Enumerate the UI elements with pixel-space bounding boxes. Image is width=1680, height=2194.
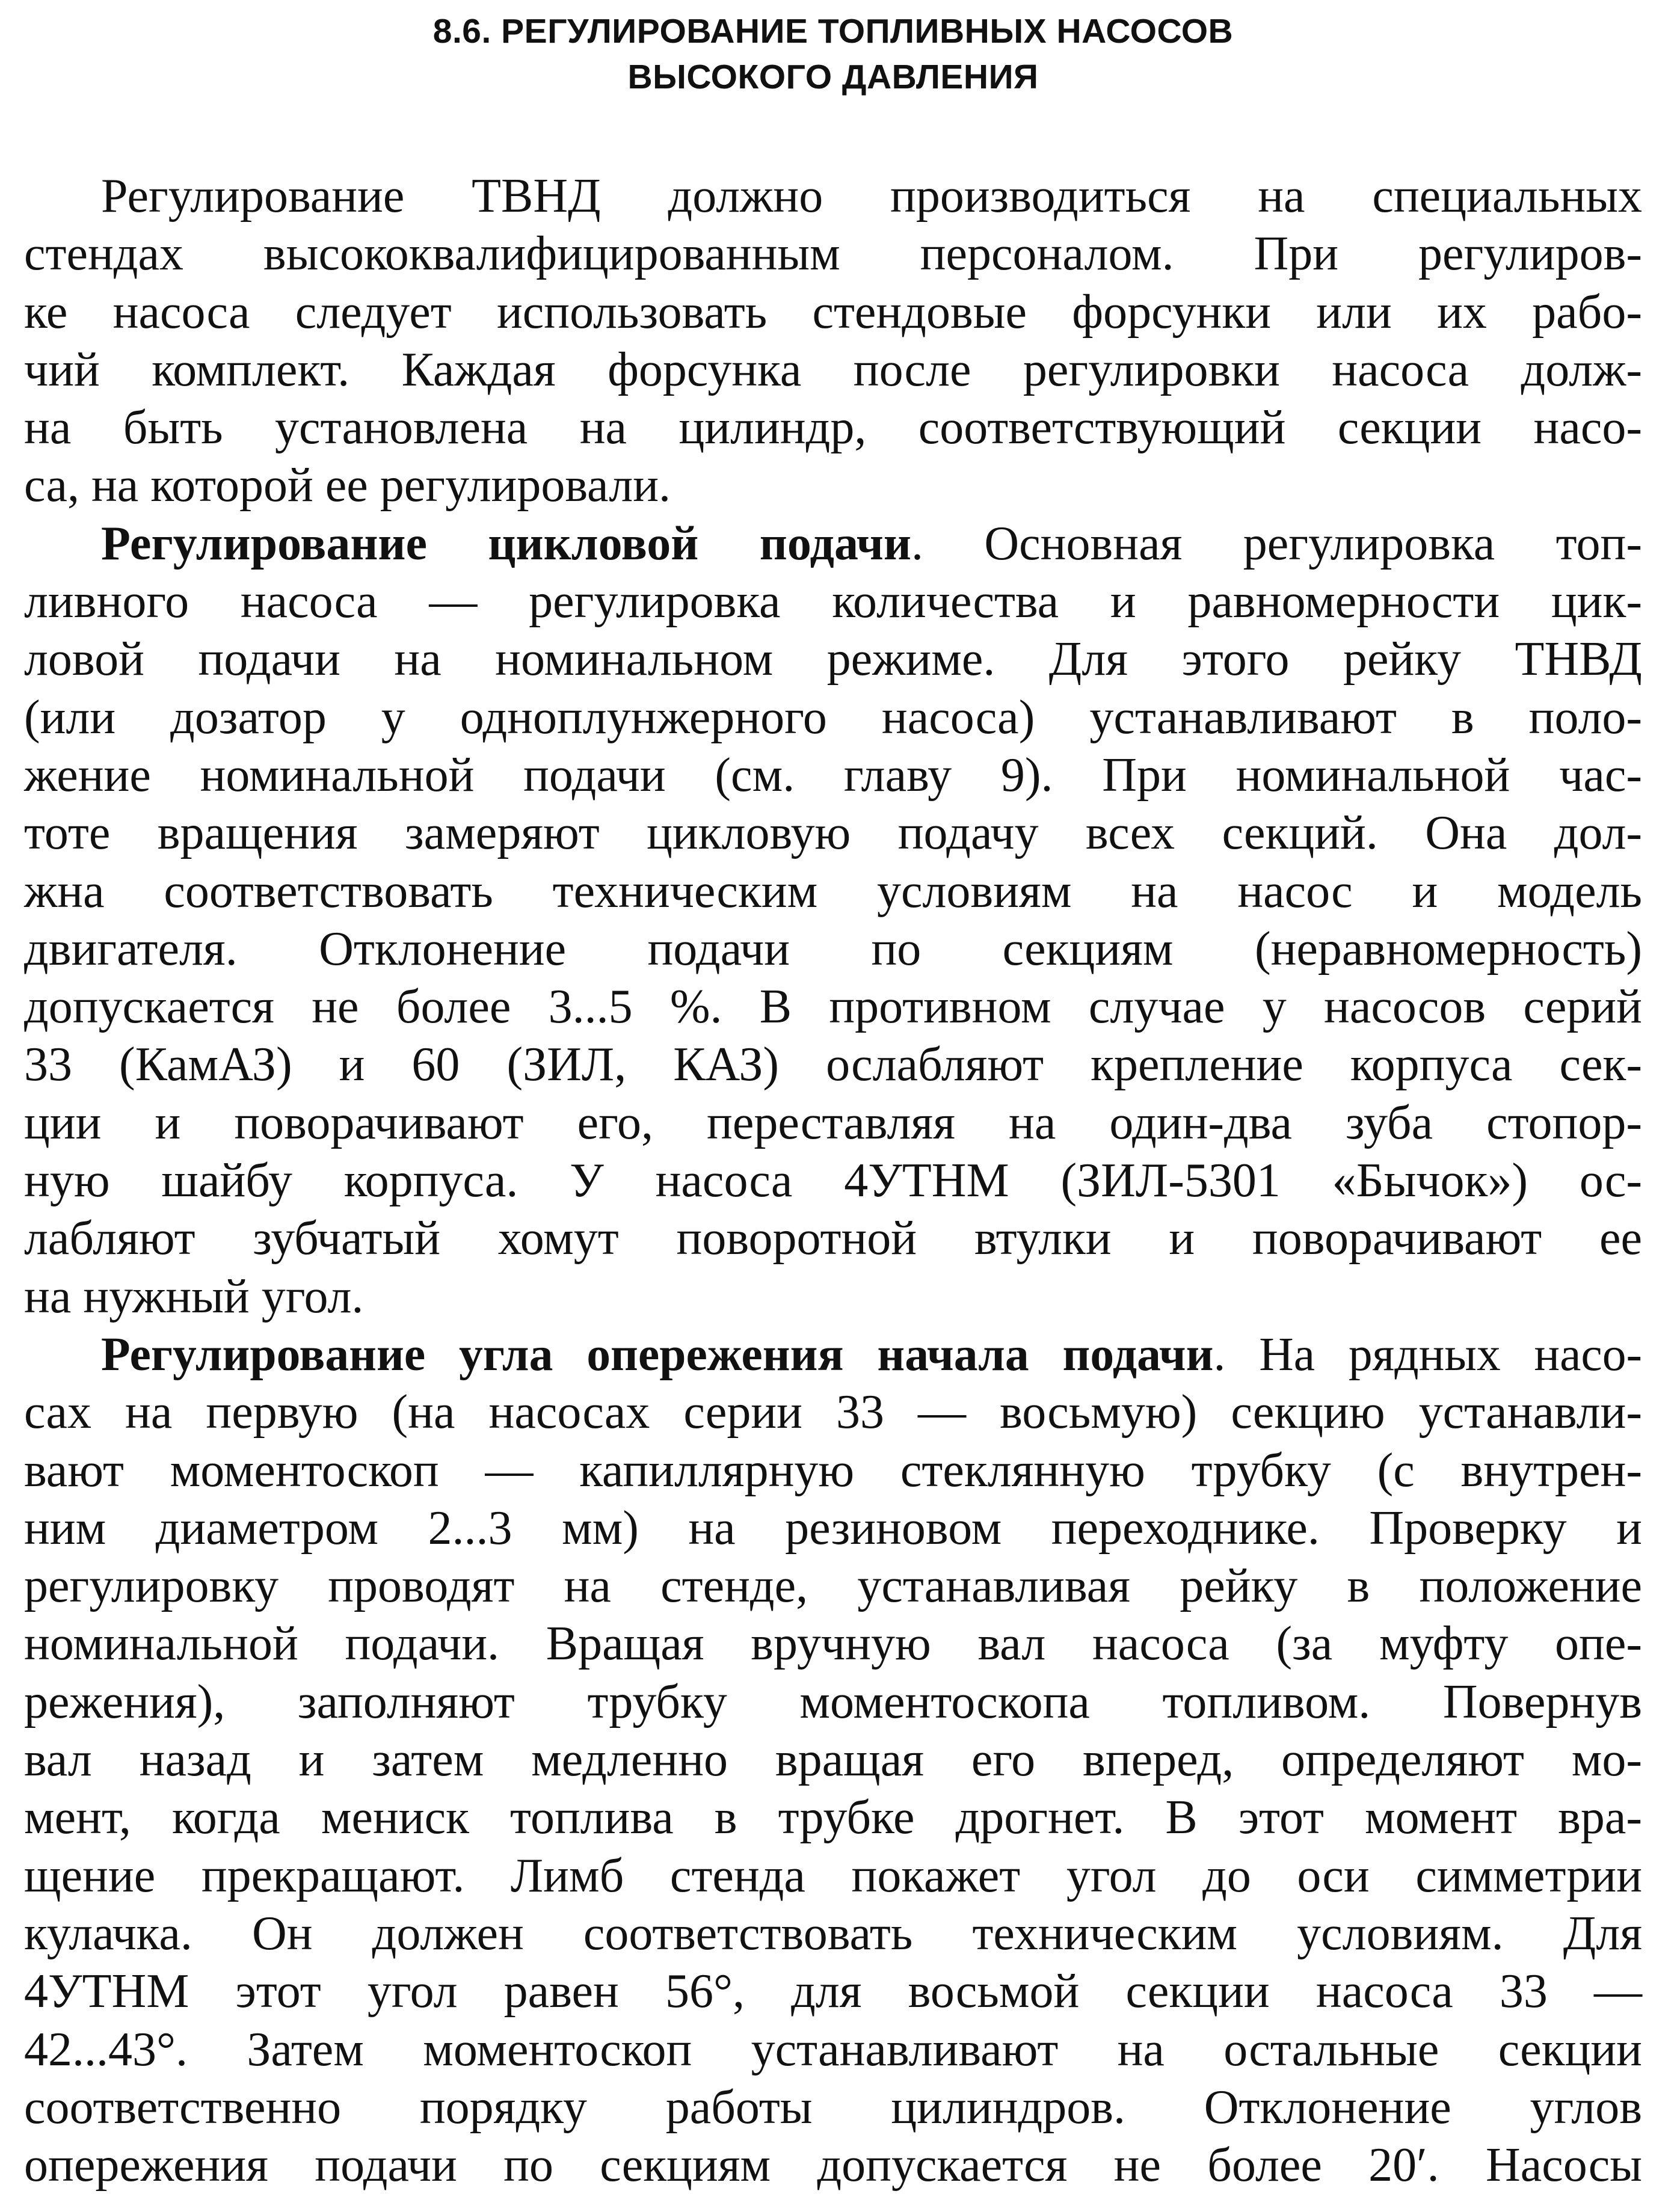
paragraph-cyclic-feed: [24, 515, 1642, 1326]
text-line: ловой подачи на номинальном режиме. Для этого рейку ТНВД: [24, 633, 1642, 686]
text-line: жна соответствовать техническим условиям на насос и модель: [24, 864, 1642, 918]
text-line: щение прекращают. Лимб стенда покажет угол до оси симметрии: [24, 1849, 1642, 1902]
text-line: са, на которой ее регулировали.: [24, 459, 671, 512]
text-line: 33 (КамАЗ) и 60 (ЗИЛ, КАЗ) ослабляют крепление корпуса сек-: [24, 1038, 1642, 1092]
text-run: . Основная регулировка топ-: [911, 517, 1642, 570]
heading-line-1: 8.6. РЕГУЛИРОВАНИЕ ТОПЛИВНЫХ НАСОСОВ: [432, 12, 1234, 51]
text-line: мент, когда мениск топлива в трубке дрогнет. В этот момент вра-: [24, 1791, 1642, 1845]
text-line: на нужный угол.: [24, 1270, 364, 1323]
text-line: [24, 1326, 1642, 1383]
text-run: . На рядных насо-: [1213, 1327, 1643, 1381]
text-line: регулировку проводят на стенде, устанавливая рейку в положение: [24, 1559, 1642, 1613]
text-line: чий комплект. Каждая форсунка после регулировки насоса долж-: [24, 343, 1642, 396]
text-line: ке насоса следует использовать стендовые форсунки или их рабо-: [24, 285, 1642, 339]
text-line: стендах высококвалифицированным персоналом. При регулиров-: [24, 227, 1642, 281]
document-page: [24, 8, 1642, 2194]
text-line: [24, 515, 1642, 573]
body-text: [24, 167, 1642, 2194]
text-line: соответственно порядку работы цилиндров. Отклонение углов: [24, 2080, 1642, 2134]
text-line: тоте вращения замеряют цикловую подачу всех секций. Она дол-: [24, 807, 1642, 860]
paragraph-injection-timing: [24, 1326, 1642, 2194]
text-line: ции и поворачивают его, переставляя на один-два зуба стопор-: [24, 1096, 1642, 1149]
heading-line-2: ВЫСОКОГО ДАВЛЕНИЯ: [627, 58, 1039, 96]
paragraph-intro: [24, 167, 1642, 515]
text-line: лабляют зубчатый хомут поворотной втулки и поворачивают ее: [24, 1212, 1642, 1265]
text-line: опережения подачи по секциям допускается не более 20′. Насосы: [24, 2139, 1642, 2192]
text-line: (или дозатор у одноплунжерного насоса) устанавливают в поло-: [24, 690, 1642, 744]
text-line: двигателя. Отклонение подачи по секциям (неравномерность): [24, 922, 1642, 976]
section-heading: [24, 8, 1642, 100]
run-in-heading: Регулирование цикловой подачи: [101, 517, 911, 570]
text-line: допускается не более 3...5 %. В противном случае у насосов серий: [24, 980, 1642, 1034]
text-line: на быть установлена на цилиндр, соответствующий секции насо-: [24, 401, 1642, 455]
run-in-heading: Регулирование угла опережения начала подачи: [101, 1327, 1214, 1381]
text-line: ную шайбу корпуса. У насоса 4УТНМ (ЗИЛ-5301 «Бычок») ос-: [24, 1154, 1642, 1208]
text-line: вал назад и затем медленно вращая его вперед, определяют мо-: [24, 1733, 1642, 1787]
text-line: кулачка. Он должен соответствовать техническим условиям. Для: [24, 1907, 1642, 1960]
text-line: номинальной подачи. Вращая вручную вал насоса (за муфту опе-: [24, 1617, 1642, 1671]
text-line: 4УТНМ этот угол равен 56°, для восьмой секции насоса 33 —: [24, 1965, 1642, 2018]
text-line: 42...43°. Затем моментоскоп устанавливают на остальные секции: [24, 2023, 1642, 2076]
text-line: ливного насоса — регулировка количества и равномерности цик-: [24, 575, 1642, 628]
text-line: Регулирование ТВНД должно производиться на специальных: [101, 170, 1642, 223]
text-line: вают моментоскоп — капиллярную стеклянную трубку (с внутрен-: [24, 1443, 1642, 1497]
text-line: режения), заполняют трубку моментоскопа топливом. Повернув: [24, 1675, 1642, 1728]
text-line: сах на первую (на насосах серии 33 — восьмую) секцию устанавли-: [24, 1386, 1642, 1439]
text-line: жение номинальной подачи (см. главу 9). При номинальной час-: [24, 748, 1642, 802]
text-line: ним диаметром 2...3 мм) на резиновом переходнике. Проверку и: [24, 1501, 1642, 1555]
